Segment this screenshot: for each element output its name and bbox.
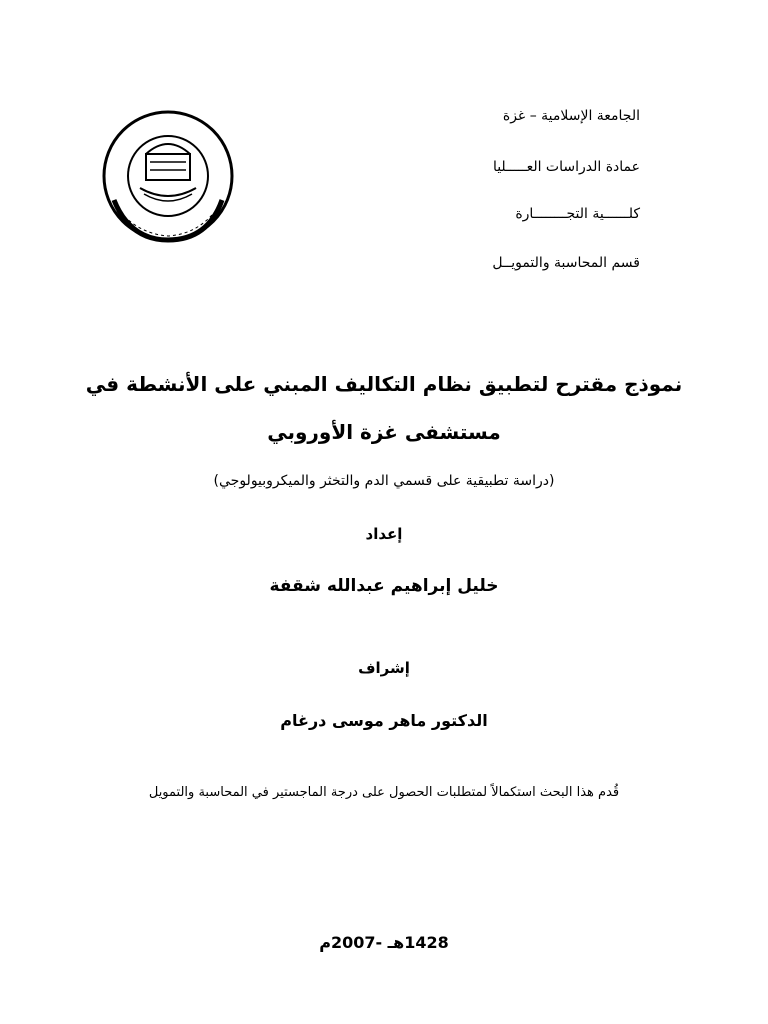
university-seal-logo bbox=[100, 100, 236, 252]
thesis-title-line2: مستشفى غزة الأوروبي bbox=[267, 420, 501, 444]
supervisor-name: الدكتور ماهر موسى درغام bbox=[280, 711, 488, 730]
faculty-name: كلــــــية التجــــــــارة bbox=[515, 206, 640, 222]
deanship-name: عمادة الدراسات العـــــليا bbox=[492, 159, 640, 175]
thesis-subtitle: (دراسة تطبيقية على قسمي الدم والتخثر والميكروبيولوجي) bbox=[213, 473, 555, 489]
university-name: الجامعة الإسلامية – غزة bbox=[502, 108, 640, 124]
author-name: خليل إبراهيم عبدالله شقفة bbox=[269, 576, 499, 596]
prepared-by-label: إعداد bbox=[365, 525, 403, 543]
department-name: قسم المحاسبة والتمويــل bbox=[492, 255, 640, 271]
thesis-date: 1428هـ -2007م bbox=[319, 933, 449, 952]
thesis-title-line1: نموذج مقترح لتطبيق نظام التكاليف المبني على الأنشطة في bbox=[85, 372, 683, 396]
supervision-label: إشراف bbox=[358, 659, 410, 677]
submission-note: قُدم هذا البحث استكمالاً لمتطلبات الحصول على درجة الماجستير في المحاسبة والتمويل bbox=[148, 785, 620, 800]
